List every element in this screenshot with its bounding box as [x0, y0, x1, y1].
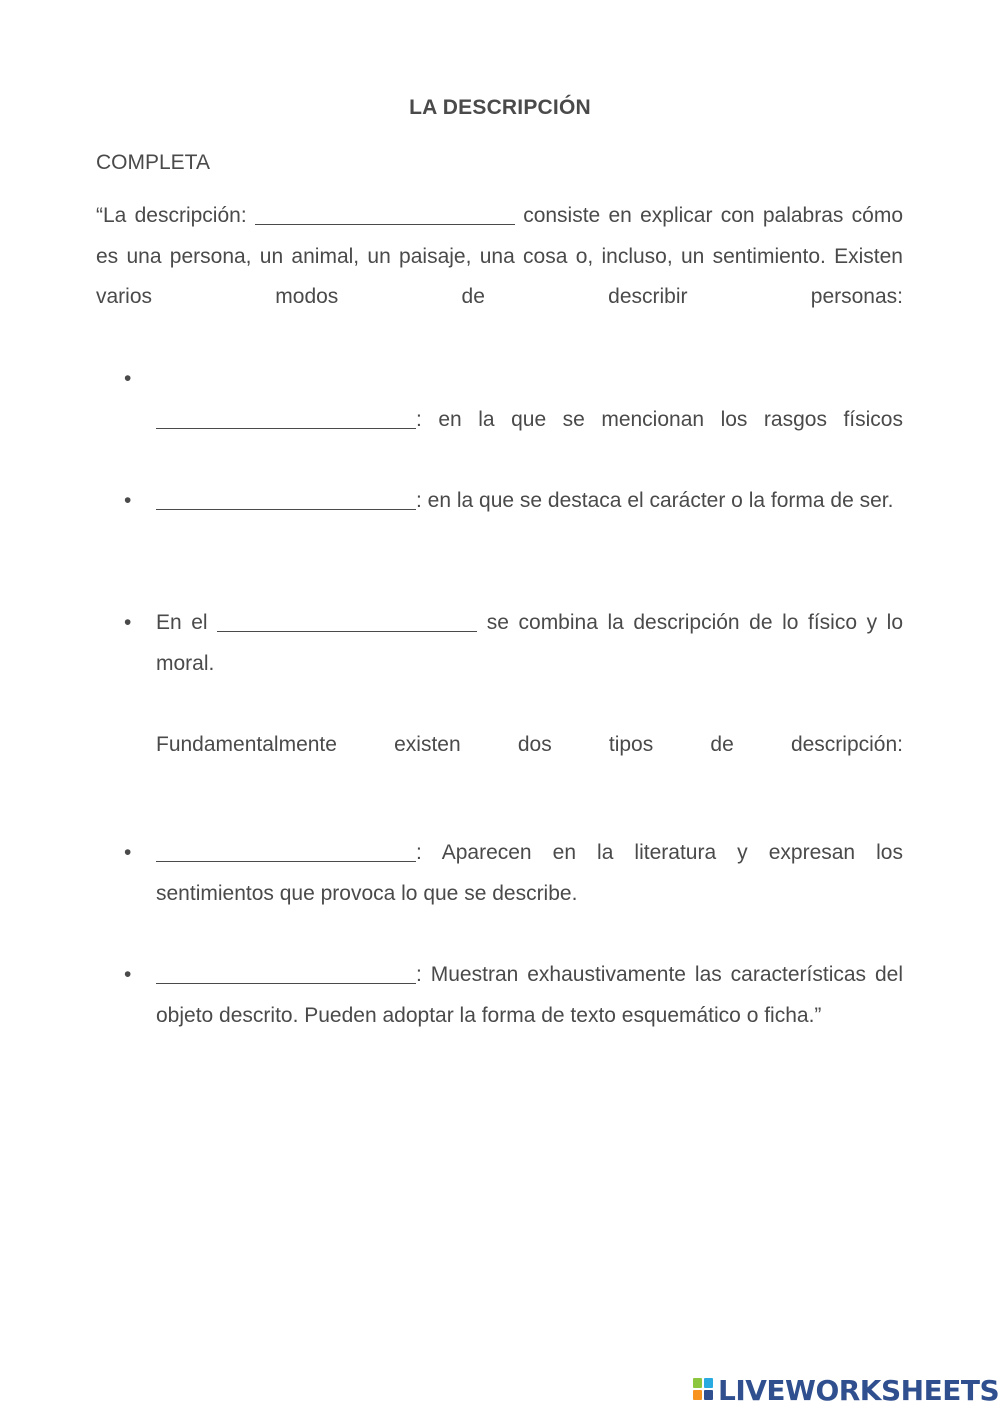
- item-text: : en la que se destaca el carácter o la forma de ser.: [416, 489, 894, 512]
- intro-body: consiste en explicar con palabras cómo es una persona, un animal, un paisaje, una cosa o, incluso, un sentimiento. Existen varios modos de describir personas:: [96, 204, 903, 308]
- bullet-marker: •: [124, 841, 132, 864]
- item-text: : Muestran exhaustivamente las características del objeto descrito. Pueden adoptar la forma de texto esquemático o ficha.”: [156, 963, 903, 1027]
- blank-combined-input[interactable]: [217, 609, 477, 632]
- bullet-marker: •: [124, 963, 132, 986]
- intro-paragraph: [96, 196, 903, 318]
- list-item-physical: [156, 400, 903, 441]
- liveworksheets-icon: [693, 1378, 715, 1402]
- item-text: : en la que se mencionan los rasgos físicos: [416, 408, 903, 431]
- list-item-objective: [156, 955, 903, 1036]
- list-item-combined: [156, 603, 903, 684]
- item-prefix: En el: [156, 611, 208, 634]
- types-intro: Fundamentalmente existen dos tipos de descripción:: [156, 733, 903, 756]
- bullet-marker: •: [124, 611, 132, 634]
- instruction-label: COMPLETA: [96, 151, 210, 174]
- item-text: : Aparecen en la literatura y expresan los sentimientos que provoca lo que se describe.: [156, 841, 903, 905]
- page-title: LA DESCRIPCIÓN: [409, 96, 591, 119]
- list-item-subjective: [156, 833, 903, 914]
- blank-subjective-input[interactable]: [156, 839, 416, 862]
- intro-lead: “La descripción:: [96, 204, 247, 227]
- brand-name: LIVEWORKSHEETS: [718, 1373, 1000, 1407]
- bullet-marker: •: [124, 489, 132, 512]
- blank-physical-input[interactable]: [156, 406, 416, 429]
- blank-character-input[interactable]: [156, 487, 416, 510]
- list-item-character: [156, 481, 903, 522]
- blank-definition-input[interactable]: [255, 202, 515, 225]
- blank-objective-input[interactable]: [156, 961, 416, 984]
- liveworksheets-logo: [693, 1372, 999, 1408]
- bullet-marker: •: [124, 367, 132, 390]
- item-text: se combina la descripción de lo físico y lo moral.: [156, 611, 903, 675]
